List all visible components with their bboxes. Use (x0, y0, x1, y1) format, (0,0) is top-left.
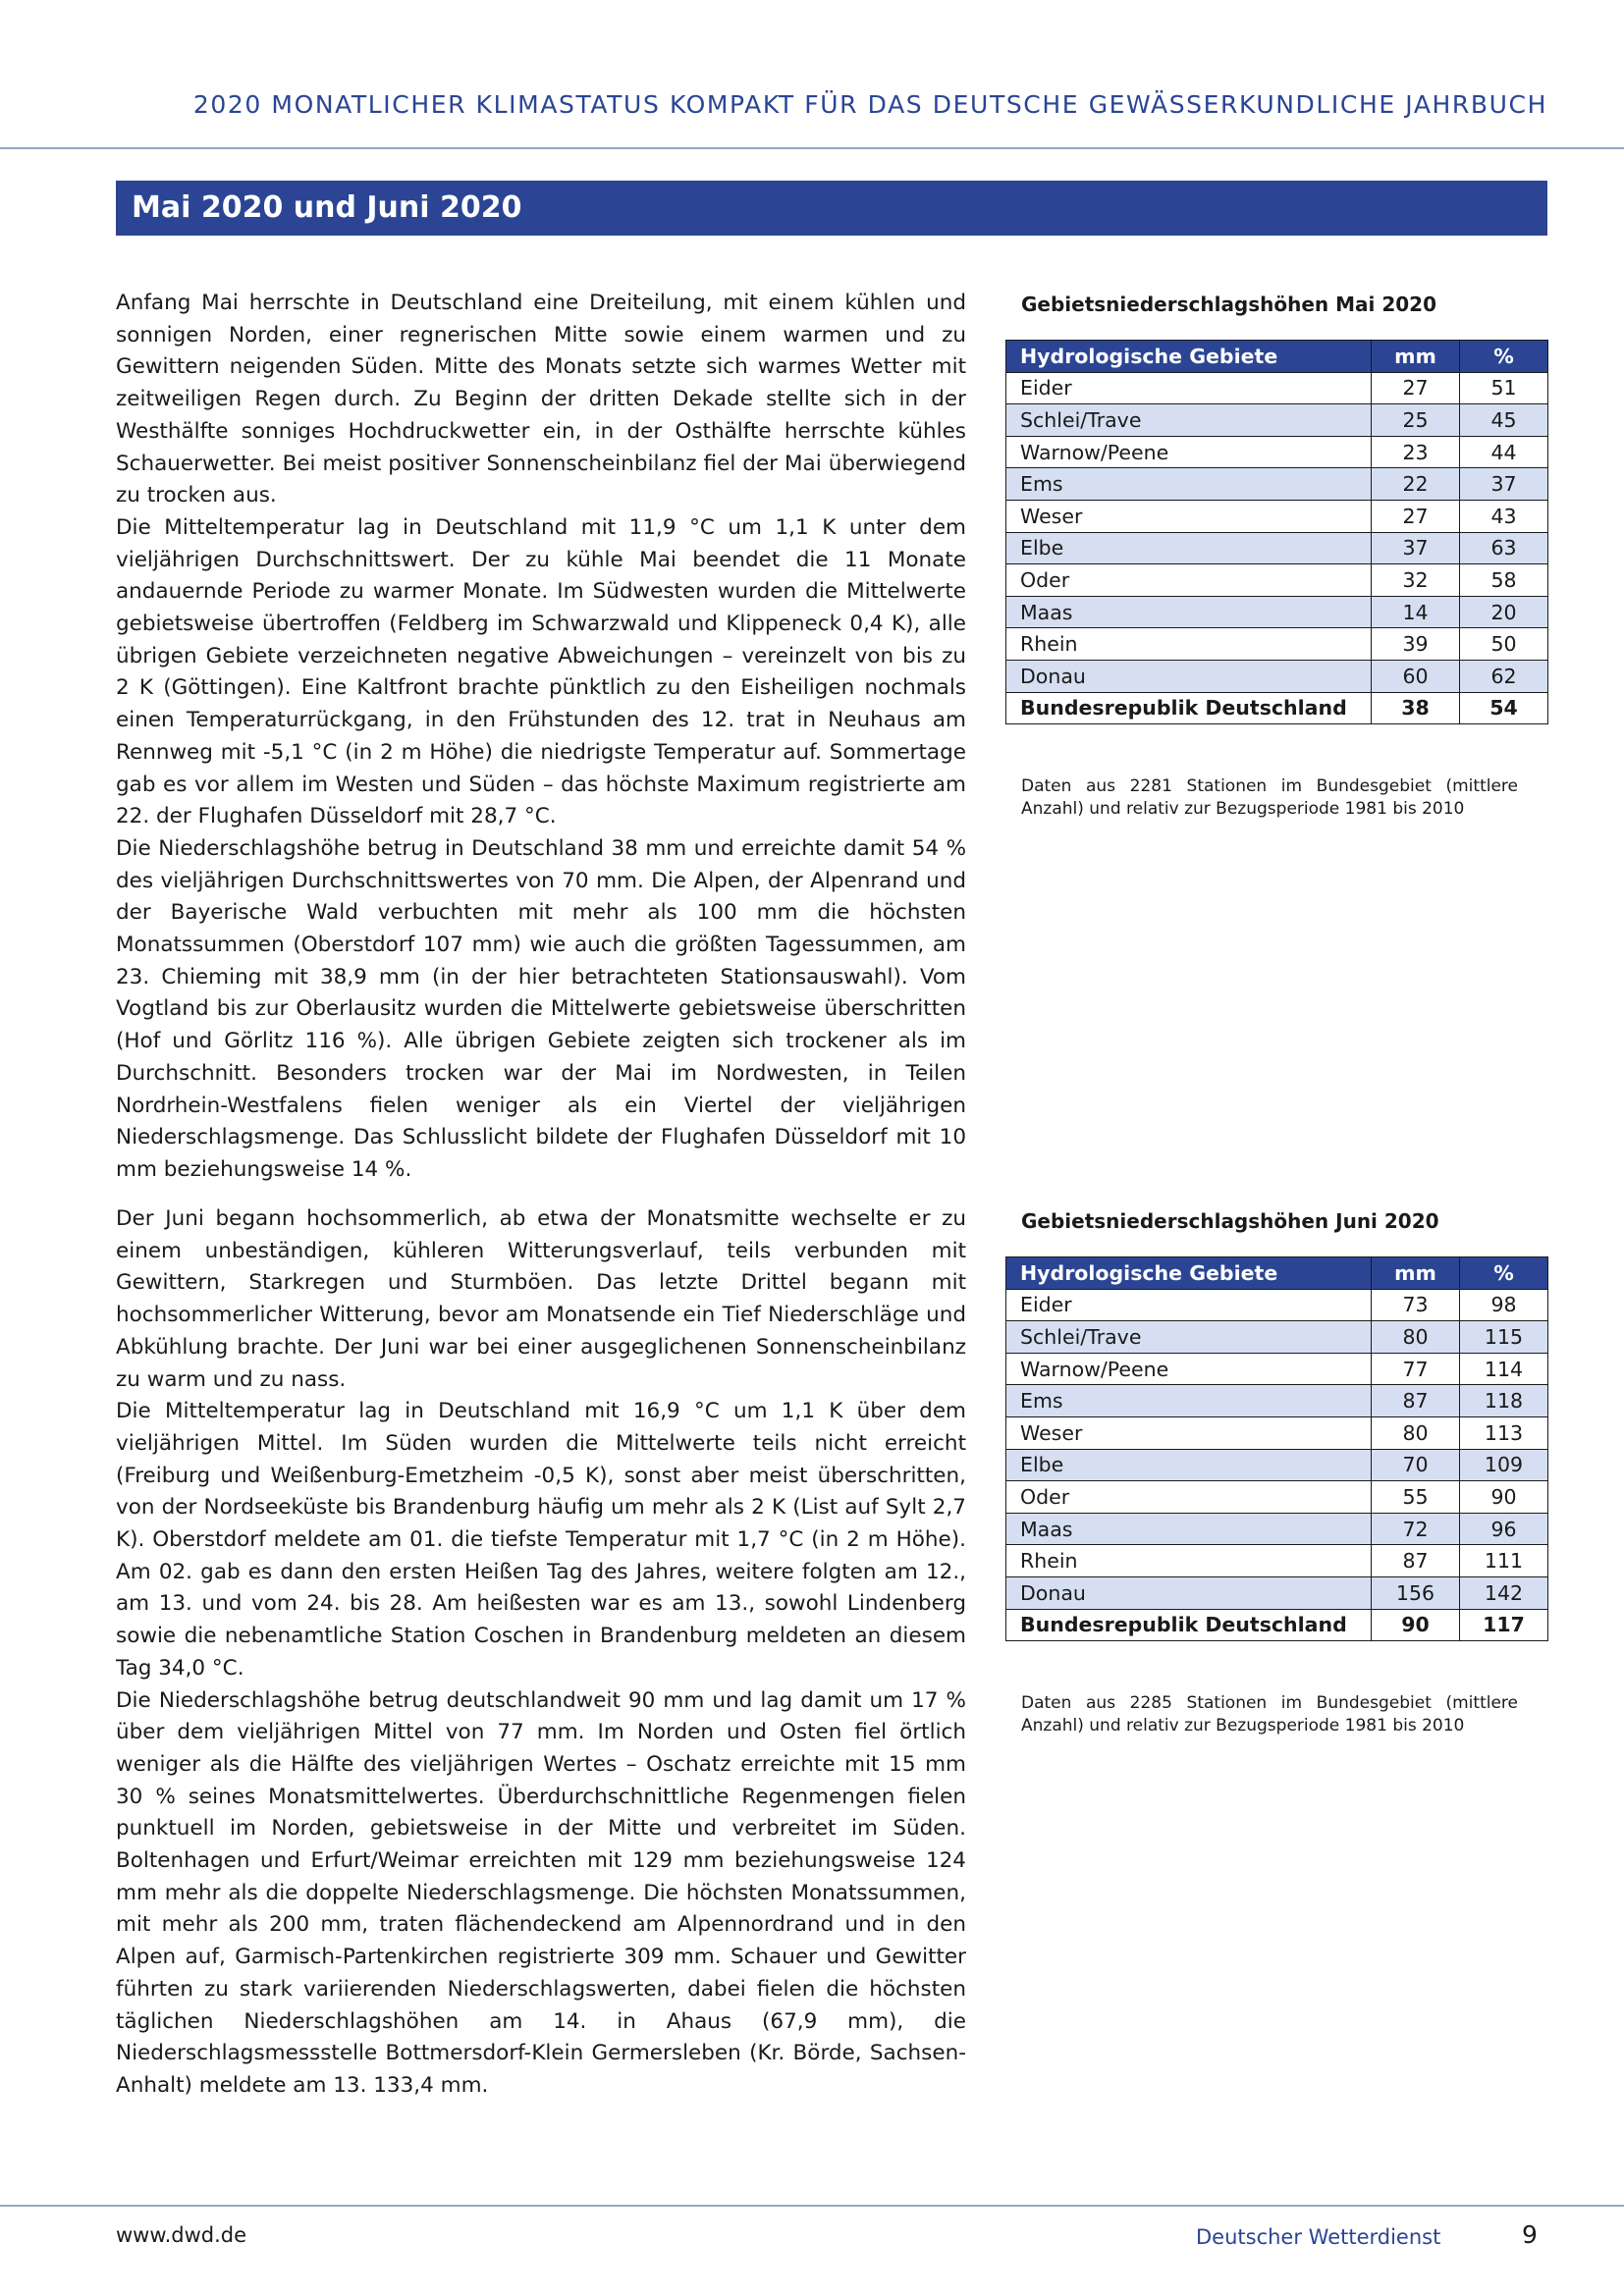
mm-value: 14 (1372, 596, 1460, 628)
region-name: Donau (1006, 660, 1372, 692)
table-row (1006, 1353, 1548, 1385)
mm-value: 80 (1372, 1416, 1460, 1449)
percent-value: 45 (1460, 404, 1548, 437)
region-name: Schlei/Trave (1006, 404, 1372, 437)
column-header-mm: mm (1372, 1257, 1460, 1290)
mm-value: 22 (1372, 468, 1460, 501)
mm-value: 80 (1372, 1321, 1460, 1354)
region-name: Weser (1006, 1416, 1372, 1449)
percent-value: 37 (1460, 468, 1548, 501)
region-name: Ems (1006, 468, 1372, 501)
may-paragraph-precipitation: Die Niederschlagshöhe betrug in Deutschland 38 mm und erreichte damit 54 % des vieljährigen Durchschnittswertes von 70 mm. Die Alpen, der Alpenrand und der Bayerische Wald verbuchten mit mehr als 100 mm die höchsten Monatssummen (Oberstdorf 107 mm) wie auch die größten Tagessummen, am 23. Chieming mit 38,9 mm (in der hier betrachteten Stationsauswahl). Vom Vogtland bis zur Oberlausitz wurden die Mittelwerte gebietsweise überschritten (Hof und Görlitz 116 %). Alle übrigen Gebiete zeigten sich trockener als im Durchschnitt. Besonders trocken war der Mai im Nordwesten, in Teilen Nordrhein-Westfalens fielen weniger als ein Viertel der vieljährigen Niederschlagsmenge. Das Schlusslicht bildete der Flughafen Düsseldorf mit 10 mm beziehungsweise 14 %. (116, 835, 966, 1182)
table-row (1006, 532, 1548, 564)
header-divider (0, 147, 1624, 149)
region-name: Maas (1006, 1513, 1372, 1545)
may-table-caption: Gebietsniederschlagshöhen Mai 2020 (1021, 293, 1437, 316)
region-name: Eider (1006, 372, 1372, 404)
section-title: Mai 2020 und Juni 2020 (132, 190, 522, 225)
column-header-region: Hydrologische Gebiete (1006, 1257, 1372, 1290)
table-row (1006, 1289, 1548, 1321)
mm-value: 55 (1372, 1481, 1460, 1514)
percent-value: 51 (1460, 372, 1548, 404)
region-name: Schlei/Trave (1006, 1321, 1372, 1354)
region-name: Warnow/Peene (1006, 436, 1372, 468)
percent-value: 142 (1460, 1576, 1548, 1609)
mm-value: 77 (1372, 1353, 1460, 1385)
column-header-percent: % (1460, 341, 1548, 373)
mm-value: 25 (1372, 404, 1460, 437)
percent-value: 113 (1460, 1416, 1548, 1449)
region-name: Ems (1006, 1385, 1372, 1417)
footer-publisher: Deutscher Wetterdienst (1196, 2225, 1441, 2249)
june-table-note: Daten aus 2285 Stationen im Bundesgebiet (mittlere Anzahl) und relativ zur Bezugsperiode 1981 bis 2010 (1021, 1693, 1518, 1735)
total-label: Bundesrepublik Deutschland (1006, 692, 1372, 724)
may-paragraph-intro: Anfang Mai herrschte in Deutschland eine Dreiteilung, mit einem kühlen und sonnigen Norden, einer regnerischen Mitte sowie einem warmen und zu Gewittern neigenden Süden. Mitte des Monats setzte sich warmes Wetter mit zeitweiligen Regen durch. Zu Beginn der dritten Dekade stellte sich in der Westhälfte sonniges Hochdruckwetter ein, in der Osthälfte herrschte kühles Schauerwetter. Bei meist positiver Sonnenscheinbilanz fiel der Mai überwiegend zu trocken aus. (116, 291, 966, 508)
column-header-percent: % (1460, 1257, 1548, 1290)
june-table-caption: Gebietsniederschlagshöhen Juni 2020 (1021, 1209, 1439, 1233)
june-paragraph-precipitation: Die Niederschlagshöhe betrug deutschlandweit 90 mm und lag damit um 17 % über dem vieljährigen Mittel von 77 mm. Im Norden und Osten fiel örtlich weniger als die Hälfte des vieljährigen Wertes – Oschatz erreichte mit 15 mm 30 % seines Monatsmittelwertes. Überdurchschnittliche Regenmengen fielen punktuell im Norden, gebietsweise in der Mitte und verbreitet im Süden. Boltenhagen und Erfurt/Weimar erreichten mit 129 mm beziehungsweise 124 mm mehr als die doppelte Niederschlagsmenge. Die höchsten Monatssummen, mit mehr als 200 mm, traten flächendeckend am Alpennordrand und in den Alpen auf, Garmisch-Partenkirchen registrierte 309 mm. Schauer und Gewitter führten zu stark variierenden Niederschlagswerten, dabei fielen die höchsten täglichen Niederschlagshöhen am 14. in Ahaus (67,9 mm), die Niederschlagsmessstelle Bottmersdorf-Klein Germersleben (Kr. Börde, Sachsen-Anhalt) meldete am 13. 133,4 mm. (116, 1687, 966, 2098)
region-name: Elbe (1006, 532, 1372, 564)
total-percent: 117 (1460, 1609, 1548, 1641)
mm-value: 23 (1372, 436, 1460, 468)
mm-value: 27 (1372, 500, 1460, 532)
table-total-row (1006, 692, 1548, 724)
june-paragraph-intro: Der Juni begann hochsommerlich, ab etwa der Monatsmitte wechselte er zu einem unbeständigen, kühleren Witterungsverlauf, teils verbunden mit Gewittern, Starkregen und Sturmböen. Das letzte Drittel begann mit hochsommerlicher Witterung, bevor am Monatsende ein Tief Niederschläge und Abkühlung brachte. Der Juni war bei einer ausgeglichenen Sonnenscheinbilanz zu warm und zu nass. (116, 1206, 966, 1392)
table-header-row (1006, 341, 1548, 373)
percent-value: 58 (1460, 564, 1548, 597)
mm-value: 27 (1372, 372, 1460, 404)
region-name: Eider (1006, 1289, 1372, 1321)
column-header-mm: mm (1372, 341, 1460, 373)
mm-value: 60 (1372, 660, 1460, 692)
table-row (1006, 628, 1548, 661)
table-total-row (1006, 1609, 1548, 1641)
region-name: Elbe (1006, 1449, 1372, 1481)
mm-value: 87 (1372, 1545, 1460, 1577)
table-row (1006, 404, 1548, 437)
may-table-note: Daten aus 2281 Stationen im Bundesgebiet (mittlere Anzahl) und relativ zur Bezugsperiode 1981 bis 2010 (1021, 776, 1518, 819)
may-paragraph-temperature: Die Mitteltemperatur lag in Deutschland mit 11,9 °C um 1,1 K unter dem vieljährigen Durchschnittswert. Der zu kühle Mai beendet die 11 Monate andauernde Periode zu warmer Monate. Im Südwesten wurden die Mittelwerte gebietsweise übertroffen (Feldberg im Schwarzwald und Klippeneck 0,4 K), alle übrigen Gebiete verzeichneten negative Abweichungen – vereinzelt von bis zu 2 K (Göttingen). Eine Kaltfront brachte pünktlich zu den Eisheiligen nochmals einen Temperaturrückgang, in den Frühstunden des 12. trat in Neuhaus am Rennweg mit -5,1 °C (in 2 m Höhe) die niedrigste Temperatur auf. Sommertage gab es vor allem im Westen und Süden – das höchste Maximum registrierte am 22. der Flughafen Düsseldorf mit 28,7 °C. (116, 514, 966, 829)
june-paragraph-temperature: Die Mitteltemperatur lag in Deutschland mit 16,9 °C um 1,1 K über dem vieljährigen Mittel. Im Süden wurden die Mittelwerte teils nicht erreicht (Freiburg und Weißenburg-Emetzheim -0,5 K), sonst aber meist überschritten, von der Nordseeküste bis Brandenburg häufig um mehr als 2 K (List auf Sylt 2,7 K). Oberstdorf meldete am 01. die tiefste Temperatur mit 1,7 °C (in 2 m Höhe). Am 02. gab es dann den ersten Heißen Tag des Jahres, weitere folgten am 12., am 13. und vom 24. bis 28. Am heißesten war es am 13., sowohl Lindenberg sowie die nebenamtliche Station Coschen in Brandenburg meldeten an diesem Tag 34,0 °C. (116, 1399, 966, 1681)
percent-value: 111 (1460, 1545, 1548, 1577)
may-precipitation-table (1005, 340, 1548, 724)
table-row (1006, 1416, 1548, 1449)
total-mm: 38 (1372, 692, 1460, 724)
percent-value: 50 (1460, 628, 1548, 661)
table-row (1006, 596, 1548, 628)
table-row (1006, 564, 1548, 597)
region-name: Oder (1006, 1481, 1372, 1514)
running-header-title: 2020 MONATLICHER KLIMASTATUS KOMPAKT FÜR DAS DEUTSCHE GEWÄSSERKUNDLICHE JAHRBUCH (192, 90, 1547, 119)
table-row (1006, 468, 1548, 501)
mm-value: 73 (1372, 1289, 1460, 1321)
table-row (1006, 372, 1548, 404)
june-precipitation-table (1005, 1256, 1548, 1641)
percent-value: 44 (1460, 436, 1548, 468)
table-row (1006, 1545, 1548, 1577)
percent-value: 114 (1460, 1353, 1548, 1385)
table-row (1006, 500, 1548, 532)
page-number: 9 (1522, 2220, 1538, 2249)
percent-value: 109 (1460, 1449, 1548, 1481)
table-row (1006, 436, 1548, 468)
percent-value: 118 (1460, 1385, 1548, 1417)
mm-value: 156 (1372, 1576, 1460, 1609)
percent-value: 20 (1460, 596, 1548, 628)
percent-value: 115 (1460, 1321, 1548, 1354)
table-row (1006, 1513, 1548, 1545)
percent-value: 62 (1460, 660, 1548, 692)
mm-value: 39 (1372, 628, 1460, 661)
table-row (1006, 1449, 1548, 1481)
mm-value: 37 (1372, 532, 1460, 564)
region-name: Warnow/Peene (1006, 1353, 1372, 1385)
region-name: Rhein (1006, 628, 1372, 661)
table-row (1006, 1576, 1548, 1609)
region-name: Donau (1006, 1576, 1372, 1609)
mm-value: 87 (1372, 1385, 1460, 1417)
region-name: Oder (1006, 564, 1372, 597)
region-name: Maas (1006, 596, 1372, 628)
total-percent: 54 (1460, 692, 1548, 724)
total-mm: 90 (1372, 1609, 1460, 1641)
region-name: Weser (1006, 500, 1372, 532)
percent-value: 90 (1460, 1481, 1548, 1514)
percent-value: 96 (1460, 1513, 1548, 1545)
table-row (1006, 1481, 1548, 1514)
may-text-block (116, 288, 966, 1187)
footer-divider (0, 2205, 1624, 2207)
percent-value: 43 (1460, 500, 1548, 532)
mm-value: 70 (1372, 1449, 1460, 1481)
percent-value: 98 (1460, 1289, 1548, 1321)
section-title-bar (116, 181, 1547, 236)
table-row (1006, 1321, 1548, 1354)
june-text-block (116, 1203, 966, 2103)
mm-value: 72 (1372, 1513, 1460, 1545)
table-row (1006, 1385, 1548, 1417)
region-name: Rhein (1006, 1545, 1372, 1577)
percent-value: 63 (1460, 532, 1548, 564)
footer-website-link[interactable]: www.dwd.de (116, 2223, 247, 2247)
column-header-region: Hydrologische Gebiete (1006, 341, 1372, 373)
mm-value: 32 (1372, 564, 1460, 597)
table-header-row (1006, 1257, 1548, 1290)
total-label: Bundesrepublik Deutschland (1006, 1609, 1372, 1641)
table-row (1006, 660, 1548, 692)
